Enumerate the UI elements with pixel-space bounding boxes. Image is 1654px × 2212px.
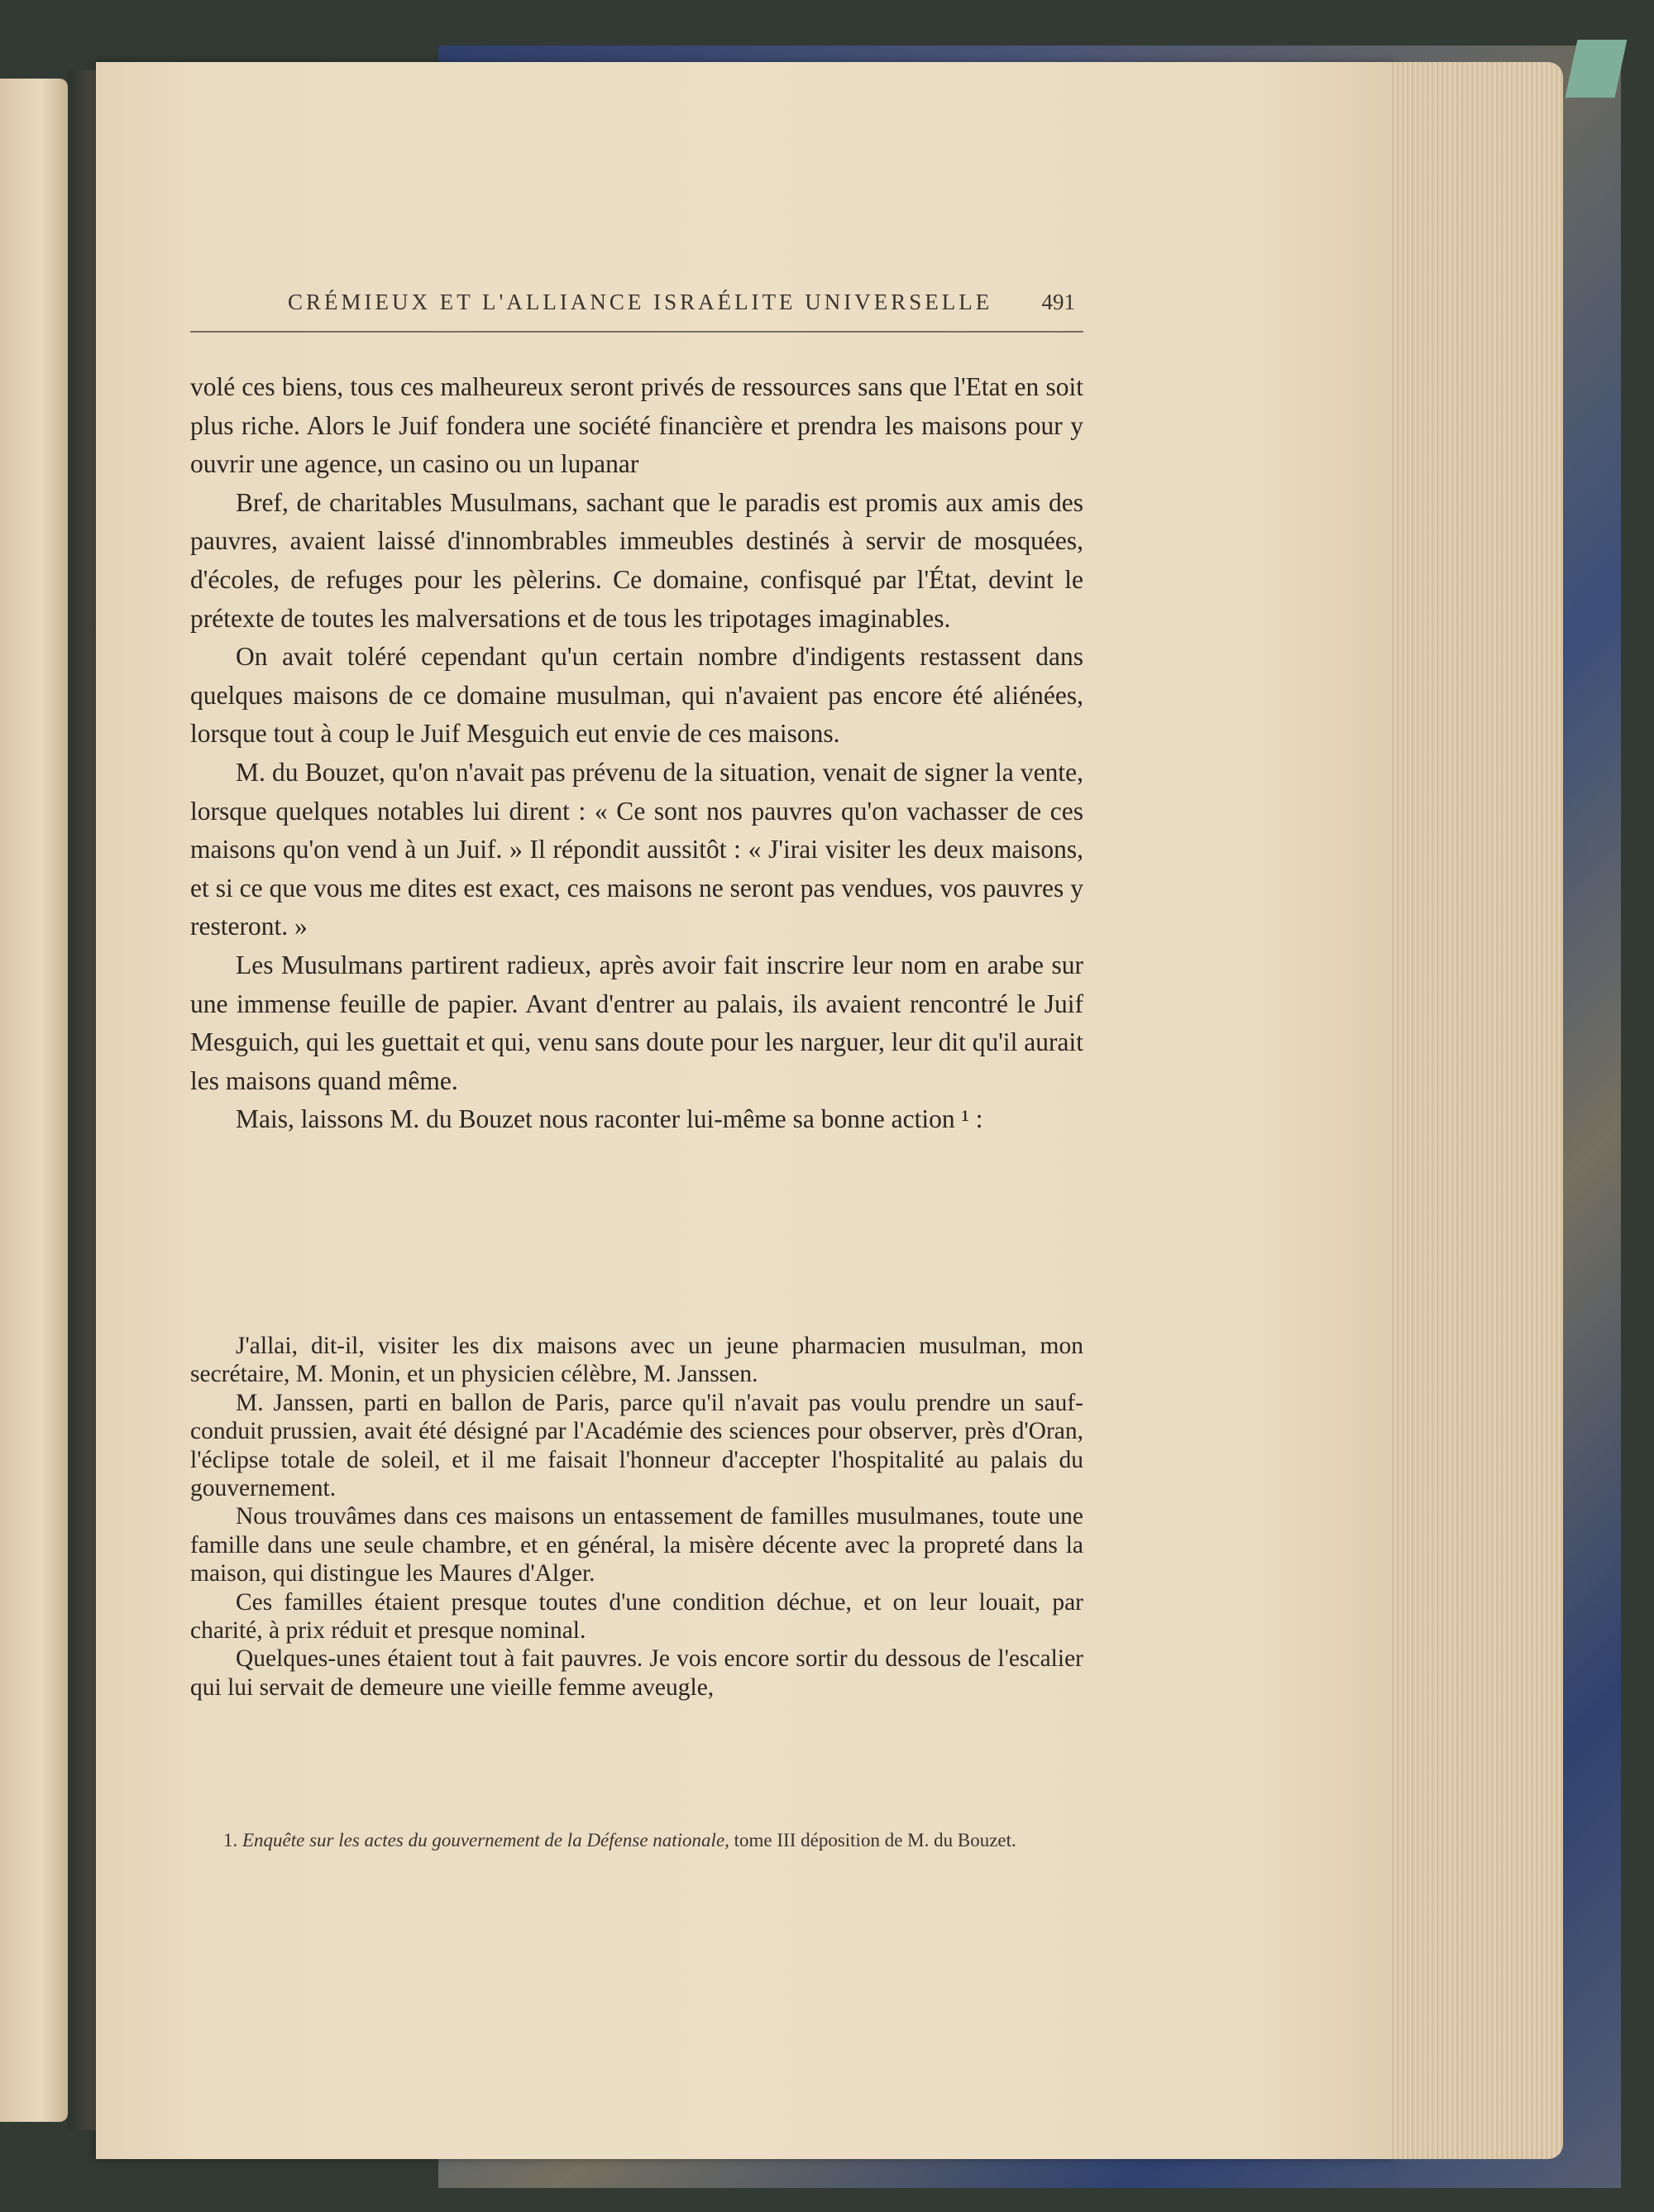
running-header-title: CRÉMIEUX ET L'ALLIANCE ISRAÉLITE UNIVERSELLE [288, 290, 993, 314]
quote-paragraph: Nous trouvâmes dans ces maisons un entassement de familles musulmanes, toute une famille dans une seule chambre, et en général, la misère décente avec la propreté dans la maison, qui distingue les Maures d'Alger. [190, 1503, 1083, 1587]
quote-paragraph: Ces familles étaient presque toutes d'une condition déchue, et on leur louait, par charité, à prix réduit et presque nominal. [190, 1588, 1083, 1645]
quote-paragraph: Quelques-unes étaient tout à fait pauvres. Je vois encore sortir du dessous de l'escalier qui lui servait de demeure une vieille femme aveugle, [190, 1645, 1083, 1701]
footnote-number: 1. [223, 1830, 238, 1851]
paragraph: Mais, laissons M. du Bouzet nous raconter lui-même sa bonne action ¹ : [236, 1104, 983, 1134]
footnote-text [190, 1828, 1083, 1853]
body-text [190, 368, 1083, 1139]
paragraph: Les Musulmans partirent radieux, après avoir fait inscrire leur nom en arabe sur une immense feuille de papier. Avant d'entrer au palais, ils avaient rencontré le Juif Mesguich, qui les guettait et qui, venu sans doute pour les narguer, leur dit qu'il aurait les maisons quand même. [190, 950, 1083, 1095]
book-gutter [68, 70, 99, 2130]
paragraph: M. du Bouzet, qu'on n'avait pas prévenu de la situation, venait de signer la vente, lorsque quelques notables lui dirent : « Ce sont nos pauvres qu'on vachasser de ces maisons qu'on vend à un Juif. » Il répondit aussitôt : « J'irai visiter les deux maisons, et si ce que vous me dites est exact, ces maisons ne seront pas vendues, vos pauvres y resteront. » [190, 757, 1083, 941]
quote-paragraph: J'allai, dit-il, visiter les dix maisons avec un jeune pharmacien musulman, mon secrétaire, M. Monin, et un physicien célèbre, M. Janssen. [190, 1333, 1083, 1388]
footnote [190, 1828, 1083, 1853]
quoted-testimony [190, 1332, 1083, 1702]
page-edges [1389, 62, 1563, 2159]
paragraph: Bref, de charitables Musulmans, sachant que le paradis est promis aux amis des pauvres, avaient laissé d'innombrables immeubles destinés à servir de mosquées, d'écoles, de refuges pour les pèlerins. Ce domaine, confisqué par l'État, devint le prétexte de toutes les malversations et de tous les tripotages imaginables. [190, 487, 1083, 633]
left-page-edge [0, 79, 68, 2122]
page-number: 491 [1041, 290, 1075, 314]
running-header [190, 290, 1083, 333]
paragraph: volé ces biens, tous ces malheureux seront privés de ressources sans que l'Etat en soit plus riche. Alors le Juif fondera une société financière et prendra les maisons pour y ouvrir une agence, un casino ou un lupanar [190, 372, 1083, 479]
quote-paragraph: M. Janssen, parti en ballon de Paris, parce qu'il n'avait pas voulu prendre un sauf-conduit prussien, avait été désigné par l'Académie des sciences pour observer, près d'Oran, l'éclipse totale de soleil, et il me faisait l'honneur d'accepter l'hospitalité au palais du gouvernement. [190, 1389, 1083, 1502]
paragraph: On avait toléré cependant qu'un certain nombre d'indigents restassent dans quelques maisons de ce domaine musulman, qui n'avaient pas encore été aliénées, lorsque tout à coup le Juif Mesguich eut envie de ces maisons. [190, 642, 1083, 749]
footnote-title: Enquête sur les actes du gouvernement de la Défense nationale, [242, 1830, 729, 1851]
footnote-rest: tome III déposition de M. du Bouzet. [729, 1830, 1016, 1851]
